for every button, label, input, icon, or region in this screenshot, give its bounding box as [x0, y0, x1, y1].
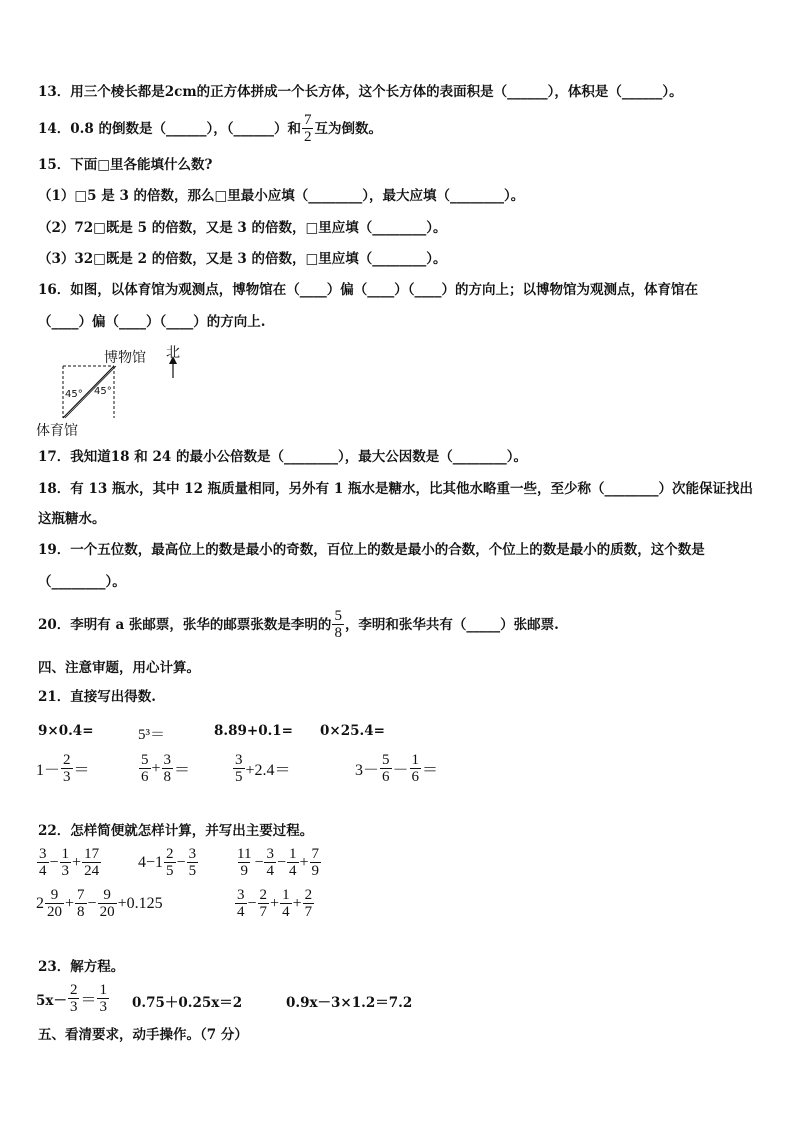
q20-frac-den: 8: [334, 625, 342, 641]
frac: [97, 982, 109, 1015]
q23-equation-1: [36, 982, 110, 1015]
frac: [68, 982, 80, 1015]
q21-item-8-post: ＝: [422, 762, 439, 779]
q21-item-8-frac2: [410, 752, 422, 785]
q14-fraction: [302, 112, 314, 145]
question-15-part3: （3）32□既是 2 的倍数，又是 3 的倍数，□里应填（________）。: [38, 251, 447, 267]
operator: −: [254, 853, 264, 871]
q20-frac-num: 5: [334, 608, 342, 624]
operator: 2: [36, 894, 44, 912]
frac-num: 1: [99, 982, 107, 998]
question-19-line1: 19．一个五位数，最高位上的数是最小的奇数，百位上的数是最小的合数，个位上的数是最小的质数，这个数是: [38, 542, 705, 558]
frac-den: 6: [411, 769, 420, 785]
operator: +0.125: [117, 894, 163, 912]
frac-den: 20: [99, 904, 115, 920]
frac: [187, 846, 199, 879]
frac-den: 9: [240, 863, 248, 879]
question-15-title: 15．下面□里各能填什么数?: [38, 157, 213, 173]
frac-num: 2: [166, 846, 174, 862]
frac-num: 2: [69, 982, 78, 998]
question-20: [38, 608, 559, 641]
frac: [287, 846, 299, 879]
frac-den: 4: [266, 863, 274, 879]
q14-frac-num: 7: [303, 112, 312, 128]
frac-den: 20: [47, 904, 62, 920]
section-5-heading: 五、看清要求，动手操作。（7 分）: [38, 1027, 248, 1043]
frac: [82, 846, 101, 879]
question-14: [38, 112, 382, 145]
section-4-heading: 四、注意审题，用心计算。: [38, 660, 200, 676]
frac-num: 3: [163, 752, 172, 768]
frac: [258, 887, 270, 920]
frac: [310, 846, 322, 879]
frac-num: 5: [141, 752, 149, 768]
q21-item-4: 0×25.4=: [320, 723, 385, 739]
frac: [45, 887, 64, 920]
q20-prefix: 20．李明有 a 张邮票，张华的邮票张数是李明的: [38, 616, 332, 633]
operator: −: [49, 853, 59, 871]
operator: +: [65, 894, 75, 912]
frac-den: 5: [166, 863, 174, 879]
q14-frac-den: 2: [303, 129, 312, 145]
frac: [235, 887, 247, 920]
q22-expr-1: [36, 846, 102, 879]
angle-label-1: 45°: [65, 389, 83, 400]
q21-item-8-pre: 3－: [355, 762, 380, 779]
frac-den: 8: [77, 904, 85, 920]
q21-item-7-post: +2.4＝: [245, 762, 291, 779]
frac: [164, 846, 176, 879]
frac: [303, 887, 315, 920]
gym-label: 体育馆: [36, 423, 78, 439]
q21-item-5-post: ＝: [73, 762, 90, 779]
frac-den: 24: [84, 863, 100, 879]
q21-item-3: 8.89+0.1=: [214, 723, 293, 739]
q21-item-5: [36, 752, 90, 785]
frac-den: 5: [188, 863, 197, 879]
q21-item-6: [138, 752, 190, 785]
frac-num: 9: [103, 887, 111, 903]
frac: [60, 846, 72, 879]
equals-sign: ＝: [80, 992, 97, 1009]
frac-den: 8: [163, 769, 172, 785]
frac-num: 9: [50, 887, 59, 903]
operator: +: [72, 853, 82, 871]
frac: [264, 846, 276, 879]
q21-item-6-op: +: [151, 759, 161, 777]
q14-suffix: 互为倒数。: [314, 120, 382, 137]
frac-num: 3: [188, 846, 197, 862]
frac-den: 6: [141, 769, 149, 785]
q21-item-7: [232, 752, 291, 785]
equation-prefix: 5x－: [36, 992, 67, 1009]
frac-num: 1: [289, 846, 297, 862]
frac: [98, 887, 117, 920]
q21-item-6-post: ＝: [174, 762, 191, 779]
frac-num: 1: [61, 846, 70, 862]
q23-equation-3: 0.9x－3×1.2＝7.2: [286, 995, 413, 1011]
operator: +: [292, 894, 302, 912]
museum-label: 博物馆: [104, 350, 146, 366]
frac-den: 9: [311, 863, 320, 879]
frac-num: 3: [39, 846, 47, 862]
q21-item-7-frac: [233, 752, 245, 785]
q20-suffix: ，李明和张华共有（_____）张邮票.: [344, 616, 559, 633]
question-23-title: 23．解方程。: [38, 959, 125, 975]
q23-equation-2: 0.75＋0.25x＝2: [132, 995, 243, 1011]
frac-num: 7: [311, 846, 320, 862]
q21-item-5-pre: 1－: [36, 762, 61, 779]
frac-den: 4: [237, 904, 245, 920]
frac-num: 5: [382, 752, 390, 768]
operator: −: [176, 853, 186, 871]
frac-den: 4: [289, 863, 297, 879]
frac: [235, 846, 253, 879]
operator: −: [87, 894, 97, 912]
question-18-line1: 18．有 13 瓶水，其中 12 瓶质量相同，另外有 1 瓶水是糖水，比其他水略重一些，至少称（________）次能保证找出: [38, 481, 753, 497]
frac-den: 3: [99, 999, 107, 1015]
operator: −: [276, 853, 287, 871]
frac: [75, 887, 87, 920]
q21-item-8-frac1: [380, 752, 392, 785]
frac-num: 3: [235, 752, 243, 768]
operator: −: [247, 894, 257, 912]
q22-expr-3: [234, 846, 322, 879]
question-18-line2: 这瓶糖水。: [38, 511, 106, 527]
direction-diagram: [38, 340, 198, 440]
north-label: 北: [166, 345, 180, 361]
q21-item-6-frac2: [162, 752, 174, 785]
frac-den: 4: [282, 904, 290, 920]
frac-den: 4: [39, 863, 47, 879]
frac-num: 1: [282, 887, 290, 903]
angle-label-2: 45°: [94, 386, 112, 397]
frac-num: 7: [77, 887, 85, 903]
frac-num: 11: [237, 846, 252, 862]
q20-fraction: [332, 608, 344, 641]
q21-item-5-frac: [61, 752, 73, 785]
frac-den: 6: [382, 769, 390, 785]
frac-num: 2: [259, 887, 268, 903]
question-16-line2: （____）偏（____）（____）的方向上.: [38, 314, 266, 330]
frac-num: 2: [304, 887, 313, 903]
operator: 4−1: [138, 853, 164, 871]
frac-num: 2: [63, 752, 71, 768]
question-19-line2: （________）。: [38, 574, 126, 590]
q22-expr-2: [138, 846, 199, 879]
frac-num: 3: [237, 887, 245, 903]
question-22-title: 22．怎样简便就怎样计算，并写出主要过程。: [38, 823, 314, 839]
operator: +: [270, 894, 280, 912]
q21-item-8: [355, 752, 438, 785]
frac-den: 7: [259, 904, 268, 920]
question-15-part2: （2）72□既是 5 的倍数，又是 3 的倍数，□里应填（________）。: [38, 220, 447, 236]
frac-den: 3: [61, 863, 70, 879]
frac-den: 5: [235, 769, 243, 785]
question-21-title: 21．直接写出得数.: [38, 689, 156, 705]
question-13: 13．用三个棱长都是2cm的正方体拼成一个长方体，这个长方体的表面积是（______），体积是（______）。: [38, 84, 683, 100]
question-15-part1: （1）□5 是 3 的倍数，那么□里最小应填（________），最大应填（________）。: [38, 188, 525, 204]
q22-expr-5: [234, 887, 315, 920]
operator: +: [299, 853, 309, 871]
q21-item-6-frac1: [139, 752, 151, 785]
frac-den: 3: [63, 769, 71, 785]
q22-expr-4: [36, 887, 163, 920]
q21-item-1: 9×0.4=: [38, 723, 94, 739]
q21-item-2: 5³＝: [138, 727, 165, 743]
q21-item-8-op: －: [392, 762, 409, 779]
question-17: 17．我知道18 和 24 的最小公倍数是（________），最大公因数是（________）。: [38, 449, 527, 465]
frac: [37, 846, 49, 879]
q14-prefix: 14．0.8 的倒数是（______），（______）和: [38, 120, 301, 137]
frac-num: 3: [266, 846, 274, 862]
frac: [280, 887, 292, 920]
question-16-line1: 16．如图，以体育馆为观测点，博物馆在（____）偏（____）（____）的方向上；以博物馆为观测点，体育馆在: [38, 282, 699, 298]
frac-den: 7: [304, 904, 313, 920]
frac-num: 1: [411, 752, 420, 768]
frac-num: 17: [84, 846, 100, 862]
frac-den: 3: [69, 999, 78, 1015]
